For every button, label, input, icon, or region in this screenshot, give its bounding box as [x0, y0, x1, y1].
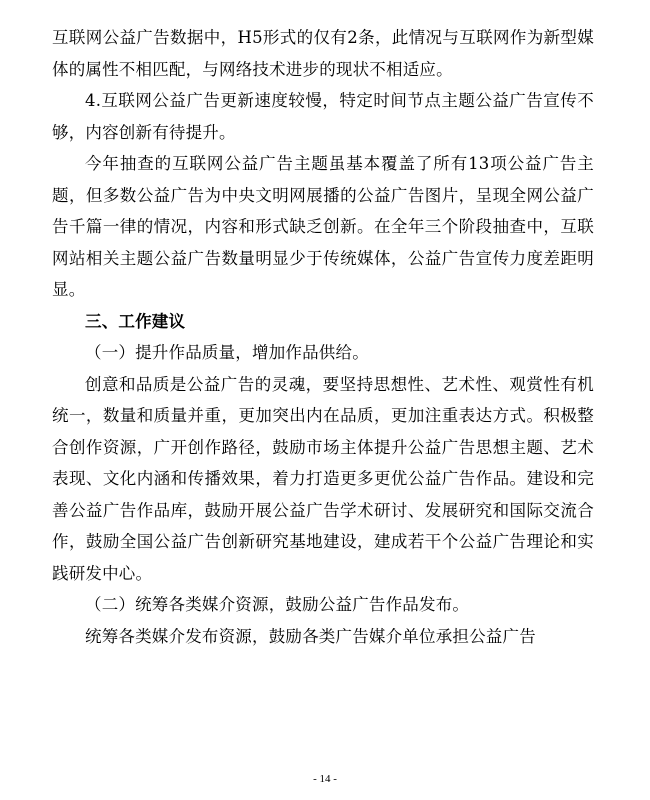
- paragraph-media-release: 统筹各类媒介发布资源，鼓励各类广告媒介单位承担公益广告: [85, 626, 536, 646]
- paragraph-h5-data: 互联网公益广告数据中，H5形式的仅有2条，此情况与互联网作为新型媒体的属性不相匹配，与网络技术进步的现状不相适应。: [52, 28, 594, 79]
- paragraph-creativity-quality: 创意和品质是公益广告的灵魂，要坚持思想性、艺术性、观赏性有机统一，数量和质量并重，更加突出内在品质，更加注重表达方式。积极整合创作资源，广开创作路径，鼓励市场主体提升公益广告思想主题、艺术表现、文化内涵和传播效果，着力打造更多更优公益广告作品。建设和完善公益广告作品库，鼓励开展公益广告学术研讨、发展研究和国际交流合作，鼓励全国公益广告创新研究基地建设，建成若干个公益广告理论和实践研发中心。: [52, 374, 594, 583]
- document-body: [52, 22, 594, 652]
- section-heading-work-suggestions: 三、工作建议: [85, 311, 186, 331]
- subheading-improve-quality: （一）提升作品质量，增加作品供给。: [85, 343, 369, 362]
- paragraph-update-speed: 4.互联网公益广告更新速度较慢，特定时间节点主题公益广告宣传不够，内容创新有待提升。: [52, 91, 594, 142]
- paragraph-topic-coverage: 今年抽查的互联网公益广告主题虽基本覆盖了所有13项公益广告主题，但多数公益广告为中央文明网展播的公益广告图片，呈现全网公益广告千篇一律的情况，内容和形式缺乏创新。在全年三个阶段抽查中，互联网站相关主题公益广告数量明显少于传统媒体，公益广告宣传力度差距明显。: [52, 154, 594, 299]
- subheading-media-resources: （二）统筹各类媒介资源，鼓励公益广告作品发布。: [85, 595, 470, 614]
- page-number: - 14 -: [313, 773, 337, 785]
